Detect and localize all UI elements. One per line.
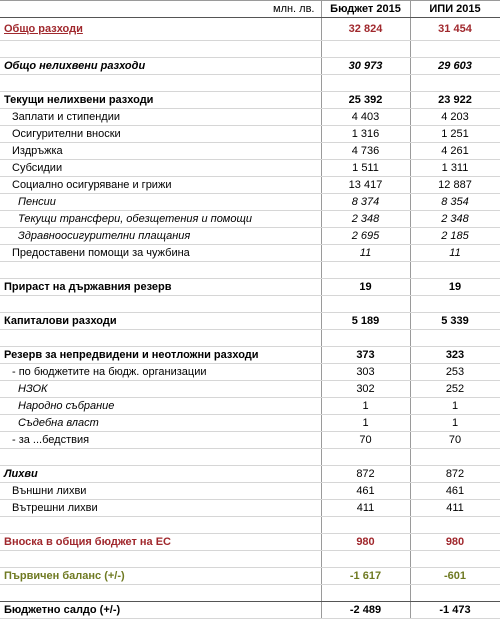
table-row: [0, 245, 500, 262]
table-row: [0, 160, 500, 177]
row-value-ipi: 411: [410, 500, 500, 517]
row-value-budget: 980: [321, 534, 410, 551]
row-value-ipi: 1 311: [410, 160, 500, 177]
row-value-ipi: 70: [410, 432, 500, 449]
table-row: [0, 602, 500, 619]
row-value-budget: -2 489: [321, 602, 410, 619]
row-value-budget: 1: [321, 415, 410, 432]
row-label: - за ...бедствия: [0, 432, 321, 449]
row-value-ipi: 11: [410, 245, 500, 262]
row-value-ipi: 1: [410, 415, 500, 432]
table-row: [0, 228, 500, 245]
row-value-ipi: 253: [410, 364, 500, 381]
table-row: [0, 211, 500, 228]
row-label: Съдебна власт: [0, 415, 321, 432]
row-value-budget: 1 316: [321, 126, 410, 143]
row-label: Общо разходи: [0, 18, 321, 41]
row-value-budget: 4 736: [321, 143, 410, 160]
row-value-budget: 19: [321, 279, 410, 296]
table-row: [0, 568, 500, 585]
table-row: [0, 126, 500, 143]
row-label: Социално осигуряване и грижи: [0, 177, 321, 194]
row-value-ipi: 980: [410, 534, 500, 551]
row-value-ipi: 461: [410, 483, 500, 500]
table-row: [0, 177, 500, 194]
table-row: [0, 364, 500, 381]
row-value-ipi: 1: [410, 398, 500, 415]
row-label: Външни лихви: [0, 483, 321, 500]
spacer-row: [0, 585, 500, 602]
table-row: [0, 347, 500, 364]
row-value-ipi: -601: [410, 568, 500, 585]
unit-label: млн. лв.: [0, 1, 321, 18]
row-value-ipi: 2 185: [410, 228, 500, 245]
row-label: Субсидии: [0, 160, 321, 177]
row-label: НЗОК: [0, 381, 321, 398]
row-value-budget: 8 374: [321, 194, 410, 211]
table-row: [0, 92, 500, 109]
spacer-row: [0, 41, 500, 58]
row-label: Прираст на държавния резерв: [0, 279, 321, 296]
row-value-ipi: 1 251: [410, 126, 500, 143]
row-value-ipi: 2 348: [410, 211, 500, 228]
row-label: Първичен баланс (+/-): [0, 568, 321, 585]
row-value-ipi: 29 603: [410, 58, 500, 75]
row-value-budget: 411: [321, 500, 410, 517]
row-value-budget: 2 695: [321, 228, 410, 245]
spacer-row: [0, 449, 500, 466]
row-value-budget: -1 617: [321, 568, 410, 585]
spacer-row: [0, 330, 500, 347]
spacer-row: [0, 262, 500, 279]
row-label: Вноска в общия бюджет на ЕС: [0, 534, 321, 551]
row-value-budget: 5 189: [321, 313, 410, 330]
table-row: [0, 18, 500, 41]
table-row: [0, 194, 500, 211]
table-row: [0, 109, 500, 126]
row-label: Резерв за непредвидени и неотложни разходи: [0, 347, 321, 364]
row-label: Бюджетно салдо (+/-): [0, 602, 321, 619]
row-label: Текущи трансфери, обезщетения и помощи: [0, 211, 321, 228]
row-value-ipi: 8 354: [410, 194, 500, 211]
table-row: [0, 381, 500, 398]
table-row: [0, 483, 500, 500]
row-value-budget: 70: [321, 432, 410, 449]
table-row: [0, 432, 500, 449]
row-value-ipi: 31 454: [410, 18, 500, 41]
row-label: Вътрешни лихви: [0, 500, 321, 517]
row-value-ipi: 23 922: [410, 92, 500, 109]
row-value-budget: 4 403: [321, 109, 410, 126]
row-value-budget: 25 392: [321, 92, 410, 109]
row-value-ipi: 323: [410, 347, 500, 364]
row-value-ipi: 12 887: [410, 177, 500, 194]
row-value-budget: 30 973: [321, 58, 410, 75]
table-row: [0, 143, 500, 160]
table-row: [0, 58, 500, 75]
table-row: [0, 279, 500, 296]
table-row: [0, 500, 500, 517]
row-label: Пенсии: [0, 194, 321, 211]
row-value-ipi: 4 203: [410, 109, 500, 126]
row-value-budget: 461: [321, 483, 410, 500]
row-value-ipi: 19: [410, 279, 500, 296]
row-label: Заплати и стипендии: [0, 109, 321, 126]
row-value-ipi: 4 261: [410, 143, 500, 160]
row-label: Лихви: [0, 466, 321, 483]
column-header-budget-2015: Бюджет 2015: [321, 1, 410, 18]
row-label: Предоставени помощи за чужбина: [0, 245, 321, 262]
spacer-row: [0, 551, 500, 568]
column-header-ipi-2015: ИПИ 2015: [410, 1, 500, 18]
row-value-budget: 303: [321, 364, 410, 381]
table-row: [0, 398, 500, 415]
row-value-ipi: -1 473: [410, 602, 500, 619]
row-value-ipi: 252: [410, 381, 500, 398]
row-value-budget: 1 511: [321, 160, 410, 177]
spacer-row: [0, 296, 500, 313]
spacer-row: [0, 75, 500, 92]
row-label: Капиталови разходи: [0, 313, 321, 330]
row-value-ipi: 5 339: [410, 313, 500, 330]
row-label: Текущи нелихвени разходи: [0, 92, 321, 109]
row-value-budget: 373: [321, 347, 410, 364]
row-value-budget: 32 824: [321, 18, 410, 41]
row-label: Осигурителни вноски: [0, 126, 321, 143]
row-value-ipi: 872: [410, 466, 500, 483]
row-value-budget: 2 348: [321, 211, 410, 228]
row-value-budget: 872: [321, 466, 410, 483]
table-row: [0, 313, 500, 330]
row-label: Народно събрание: [0, 398, 321, 415]
row-value-budget: 302: [321, 381, 410, 398]
row-label: Здравноосигурителни плащания: [0, 228, 321, 245]
row-value-budget: 1: [321, 398, 410, 415]
row-value-budget: 11: [321, 245, 410, 262]
header-row: [0, 1, 500, 18]
table-row: [0, 534, 500, 551]
table-row: [0, 415, 500, 432]
row-value-budget: 13 417: [321, 177, 410, 194]
spacer-row: [0, 517, 500, 534]
row-label: - по бюджетите на бюдж. организации: [0, 364, 321, 381]
row-label: Издръжка: [0, 143, 321, 160]
table-row: [0, 466, 500, 483]
row-label: Общо нелихвени разходи: [0, 58, 321, 75]
